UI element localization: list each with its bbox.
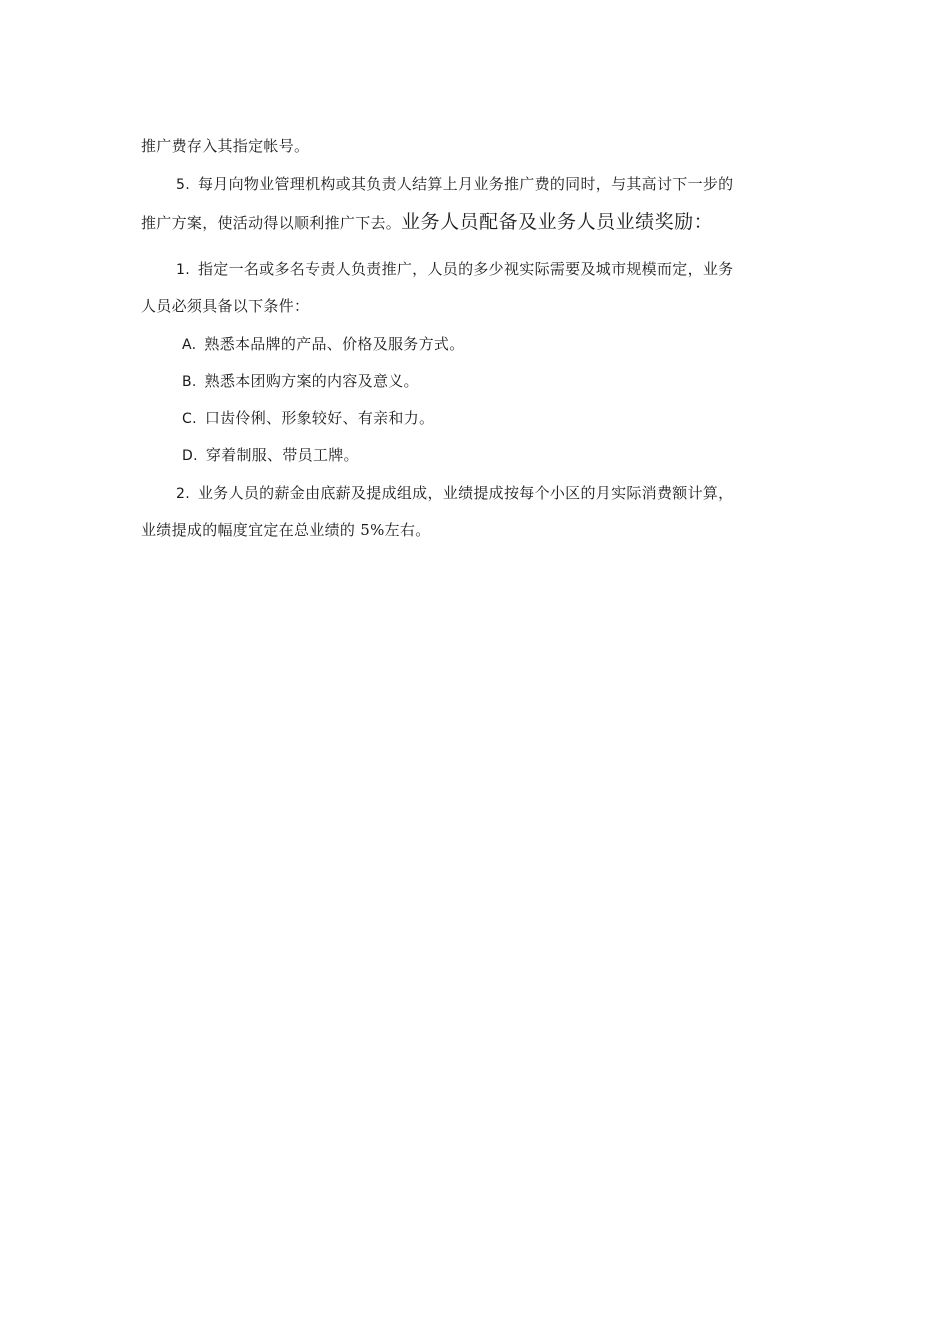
- list-number: 1.: [176, 262, 190, 278]
- paragraph-intro-tail: [141, 136, 811, 156]
- list-item-1: [176, 259, 810, 280]
- condition-text: 口齿伶俐、形象较好、有亲和力。: [204, 409, 435, 427]
- list-item-text: 指定一名或多名专责人负责推广，人员的多少视实际需要及城市规模而定，业务: [197, 260, 734, 278]
- condition-letter: A.: [182, 337, 197, 353]
- condition-item-d: [182, 445, 852, 466]
- condition-letter: B.: [182, 374, 197, 390]
- condition-item-a: [182, 334, 852, 355]
- list-item-5-continuation: [141, 212, 811, 233]
- condition-text: 穿着制服、带员工牌。: [205, 446, 359, 464]
- condition-letter: D.: [182, 448, 198, 464]
- condition-letter: C.: [182, 411, 197, 427]
- list-item-2-continuation: [141, 520, 811, 540]
- paragraph-text: 推广费存入其指定帐号。: [141, 137, 310, 155]
- list-number: 5.: [176, 177, 190, 193]
- condition-item-c: [182, 408, 852, 429]
- list-item-text: 推广方案，使活动得以顺利推广下去。: [141, 214, 402, 232]
- condition-text: 熟悉本团购方案的内容及意义。: [204, 372, 419, 390]
- section-heading: 业务人员配备及业务人员业绩奖励：: [401, 211, 714, 233]
- list-item-text: 人员必须具备以下条件：: [141, 297, 310, 315]
- list-number: 2.: [176, 486, 190, 502]
- list-item-text: 每月向物业管理机构或其负责人结算上月业务推广费的同时，与其高讨下一步的: [197, 175, 734, 193]
- condition-text: 熟悉本品牌的产品、价格及服务方式。: [204, 335, 465, 353]
- list-item-text: 业务人员的薪金由底薪及提成组成，业绩提成按每个小区的月实际消费额计算，: [197, 484, 734, 502]
- list-item-text: 业绩提成的幅度宜定在总业绩的 5%左右。: [141, 521, 431, 539]
- list-item-5: [176, 174, 810, 195]
- list-item-1-continuation: [141, 296, 811, 316]
- condition-item-b: [182, 371, 852, 392]
- list-item-2: [176, 483, 810, 504]
